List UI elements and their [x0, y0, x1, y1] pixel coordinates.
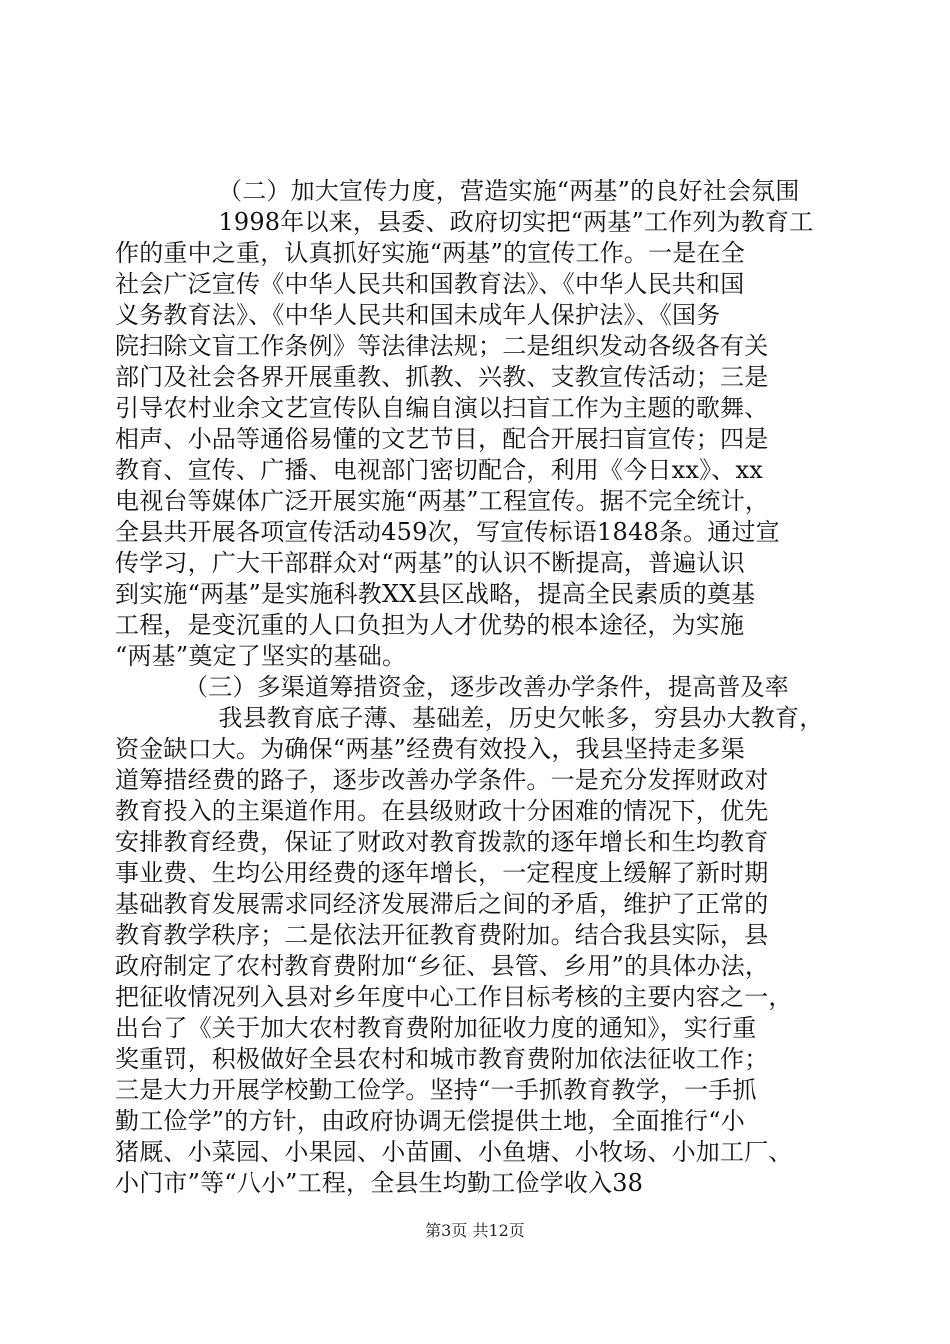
text-line: 把征收情况列入县对乡年度中心工作目标考核的主要内容之一， [115, 983, 793, 1011]
text-line: 1998年以来，县委、政府切实把“两基”工作列为教育工 [170, 208, 814, 236]
text-line: 教育教学秩序；二是依法开征教育费附加。结合我县实际，县 [115, 921, 769, 949]
text-line: 基础教育发展需求同经济发展滞后之间的矛盾，维护了正常的 [115, 890, 769, 918]
text-line: 勤工俭学”的方针，由政府协调无偿提供土地，全面推行“小 [115, 1107, 745, 1135]
text-line: 电视台等媒体广泛开展实施“两基”工程宣传。据不完全统计， [115, 487, 770, 515]
text-line: （二）加大宣传力度，营造实施“两基”的良好社会氛围 [218, 177, 800, 205]
text-line: “两基”奠定了坚实的基础。 [115, 642, 407, 670]
text-line: 全县共开展各项宣传活动459次，写宣传标语1848条。通过宣 [115, 518, 780, 546]
text-line: 安排教育经费，保证了财政对教育拨款的逐年增长和生均教育 [115, 828, 769, 856]
text-line: （三）多渠道筹措资金，逐步改善办学条件，提高普及率 [184, 673, 789, 701]
text-line: 政府制定了农村教育费附加“乡征、县管、乡用”的具体办法， [115, 952, 770, 980]
text-line: 部门及社会各界开展重教、抓教、兴教、支教宣传活动；三是 [115, 363, 769, 391]
text-line: 教育投入的主渠道作用。在县级财政十分困难的情况下，优先 [115, 797, 769, 825]
text-line: 义务教育法》、《中华人民共和国未成年人保护法》、《国务 [115, 301, 721, 329]
text-line: 小门市”等“八小”工程，全县生均勤工俭学收入38 [115, 1169, 644, 1197]
text-line: 到实施“两基”是实施科教XX县区战略，提高全民素质的奠基 [115, 580, 756, 608]
text-line: 猪厩、小菜园、小果园、小苗圃、小鱼塘、小牧场、小加工厂、 [115, 1138, 793, 1166]
text-line: 教育、宣传、广播、电视部门密切配合，利用《今日xx》、xx [115, 456, 763, 484]
text-line: 三是大力开展学校勤工俭学。坚持“一手抓教育教学，一手抓 [115, 1076, 757, 1104]
text-line: 传学习，广大干部群众对“两基”的认识不断提高，普遍认识 [115, 549, 745, 577]
text-line: 奖重罚，积极做好全县农村和城市教育费附加依法征收工作； [115, 1045, 769, 1073]
text-line: 道筹措经费的路子，逐步改善办学条件。一是充分发挥财政对 [115, 766, 769, 794]
body-text [115, 176, 850, 1199]
text-line: 事业费、生均公用经费的逐年增长，一定程度上缓解了新时期 [115, 859, 769, 887]
text-line: 出台了《关于加大农村教育费附加征收力度的通知》，实行重 [115, 1014, 757, 1042]
text-line: 社会广泛宣传《中华人民共和国教育法》、《中华人民共和国 [115, 270, 745, 298]
text-line: 相声、小品等通俗易懂的文艺节目，配合开展扫盲宣传；四是 [115, 425, 769, 453]
text-line: 资金缺口大。为确保“两基”经费有效投入，我县坚持走多渠 [115, 735, 745, 763]
text-line: 院扫除文盲工作条例》等法律法规；二是组织发动各级各有关 [115, 332, 769, 360]
text-line: 作的重中之重，认真抓好实施“两基”的宣传工作。一是在全 [115, 239, 745, 267]
text-line: 工程，是变沉重的人口负担为人才优势的根本途径，为实施 [115, 611, 745, 639]
page-number-footer: 第3页 共12页 [425, 1221, 525, 1240]
text-line: 我县教育底子薄、基础差，历史欠帐多，穷县办大教育， [170, 704, 824, 732]
text-line: 引导农村业余文艺宣传队自编自演以扫盲工作为主题的歌舞、 [115, 394, 769, 422]
